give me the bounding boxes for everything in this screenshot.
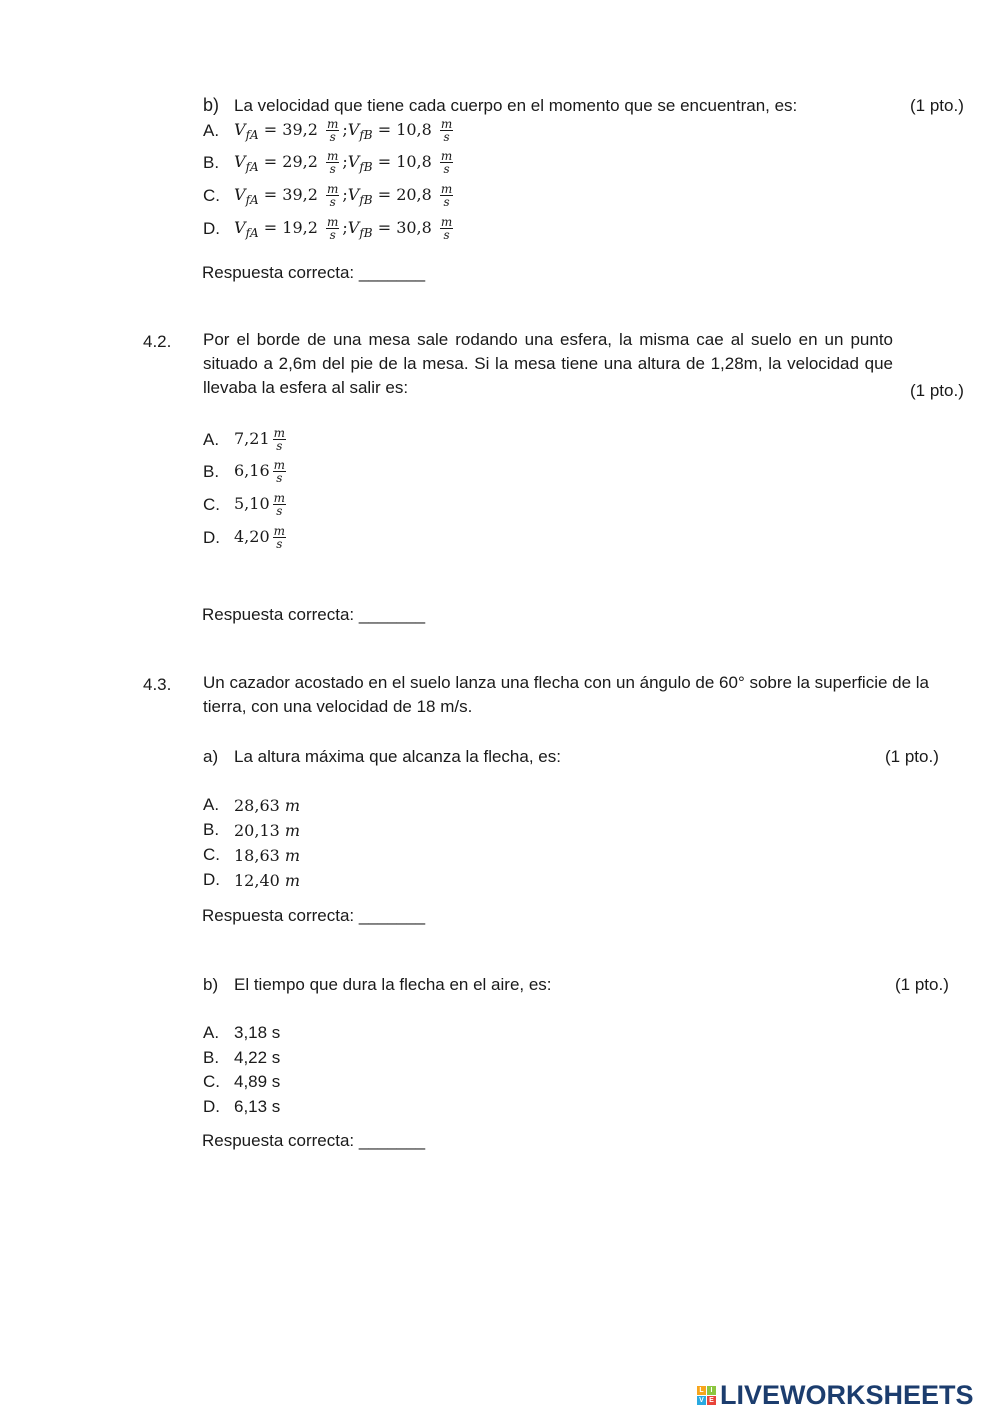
logo-mark-i: I — [707, 1386, 716, 1395]
q41b-label: b) — [203, 95, 220, 115]
option-value: 3,18 s — [234, 1023, 281, 1042]
q43b-points: (1 pto.) — [895, 975, 949, 994]
q41b-option-a — [203, 118, 456, 143]
option-letter: B. — [203, 461, 220, 481]
option-letter: B. — [203, 152, 220, 172]
option-letter: D. — [203, 870, 220, 889]
option-value: 6,16 $\frac{m}{s}$ — [234, 458, 286, 485]
option-letter: C. — [203, 845, 220, 864]
option-value: 12,40 m — [234, 870, 301, 890]
logo-mark-icon — [697, 1386, 716, 1405]
q43b-option-a — [203, 1023, 280, 1043]
option-letter: C. — [203, 185, 220, 205]
q43a-question: La altura máxima que alcanza la flecha, es: — [234, 747, 561, 766]
option-value: 5,10 $\frac{m}{s}$ — [234, 491, 286, 518]
q42-option-c — [203, 492, 289, 517]
option-letter: D. — [203, 527, 220, 547]
q43a-option-a — [203, 795, 300, 815]
option-value: 20,13 m — [234, 820, 301, 840]
option-value: 18,63 m — [234, 845, 301, 865]
option-value: 4,20 $\frac{m}{s}$ — [234, 524, 286, 551]
q42-answer-field[interactable]: Respuesta correcta: _______ — [202, 605, 426, 624]
q43b-answer-field[interactable]: Respuesta correcta: _______ — [202, 1131, 426, 1150]
q43a-option-d — [203, 870, 300, 890]
logo-mark-v: V — [697, 1396, 706, 1405]
option-expression: $V_{fA} = 39,2$ $\frac{m}{s}$ $;V_{fB} = 10,8$ $\frac{m}{s}$ — [234, 117, 453, 144]
q42-text: Por el borde de una mesa sale rodando una esfera, la misma cae al suelo en un punto situado a 2,6m del pie de la mesa. Si la mesa tiene una altura de 1,28m, la velocidad que llevaba la esfera al salir es: — [203, 330, 893, 397]
option-value: 28,63 m — [234, 795, 301, 815]
q43b-label: b) — [203, 975, 219, 994]
logo-mark-e: E — [707, 1396, 716, 1405]
q43a-answer-field[interactable]: Respuesta correcta: _______ — [202, 906, 426, 925]
q43a-points: (1 pto.) — [885, 747, 939, 766]
q43a-label: a) — [203, 747, 219, 766]
q42-number: 4.2. — [143, 332, 172, 351]
option-letter: D. — [203, 218, 220, 238]
q41b-points: (1 pto.) — [910, 96, 964, 115]
q42-points: (1 pto.) — [910, 381, 964, 400]
q43-number: 4.3. — [143, 675, 172, 694]
option-value: 7,21 $\frac{m}{s}$ — [234, 426, 286, 453]
option-expression: $V_{fA} = 39,2$ $\frac{m}{s}$ $;V_{fB} = 20,8$ $\frac{m}{s}$ — [234, 182, 453, 209]
option-value: 4,22 s — [234, 1048, 281, 1067]
option-letter: B. — [203, 1048, 220, 1067]
q41b-option-b — [203, 150, 456, 175]
q42-option-b — [203, 459, 289, 484]
option-expression: $V_{fA} = 29,2$ $\frac{m}{s}$ $;V_{fB} = 10,8$ $\frac{m}{s}$ — [234, 149, 453, 176]
q41b-question: La velocidad que tiene cada cuerpo en el momento que se encuentran, es: — [234, 96, 798, 115]
q43b-option-d — [203, 1097, 280, 1117]
liveworksheets-logo — [697, 1380, 974, 1411]
option-letter: A. — [203, 120, 220, 140]
logo-text: LIVEWORKSHEETS — [720, 1380, 974, 1410]
q42-option-a — [203, 427, 289, 452]
option-expression: $V_{fA} = 19,2$ $\frac{m}{s}$ $;V_{fB} = 30,8$ $\frac{m}{s}$ — [234, 215, 453, 242]
option-letter: C. — [203, 494, 220, 514]
q41b-option-d — [203, 216, 456, 241]
option-letter: A. — [203, 429, 220, 449]
option-value: 6,13 s — [234, 1097, 281, 1116]
q41b-option-c — [203, 183, 456, 208]
option-value: 4,89 s — [234, 1072, 281, 1091]
q43b-question: El tiempo que dura la flecha en el aire, es: — [234, 975, 552, 994]
option-letter: A. — [203, 1023, 220, 1042]
option-letter: D. — [203, 1097, 220, 1116]
option-letter: C. — [203, 1072, 220, 1091]
q43a-option-c — [203, 845, 300, 865]
q41b-answer-field[interactable]: Respuesta correcta: _______ — [202, 263, 426, 282]
q43-text: Un cazador acostado en el suelo lanza una flecha con un ángulo de 60° sobre la superficie de la tierra, con una velocidad de 18 m/s. — [203, 673, 930, 716]
q43b-option-c — [203, 1072, 280, 1092]
option-letter: B. — [203, 820, 220, 839]
q42-option-d — [203, 525, 289, 550]
q43b-option-b — [203, 1048, 280, 1068]
option-letter: A. — [203, 795, 220, 814]
q43a-option-b — [203, 820, 300, 840]
logo-mark-l: L — [697, 1386, 706, 1395]
